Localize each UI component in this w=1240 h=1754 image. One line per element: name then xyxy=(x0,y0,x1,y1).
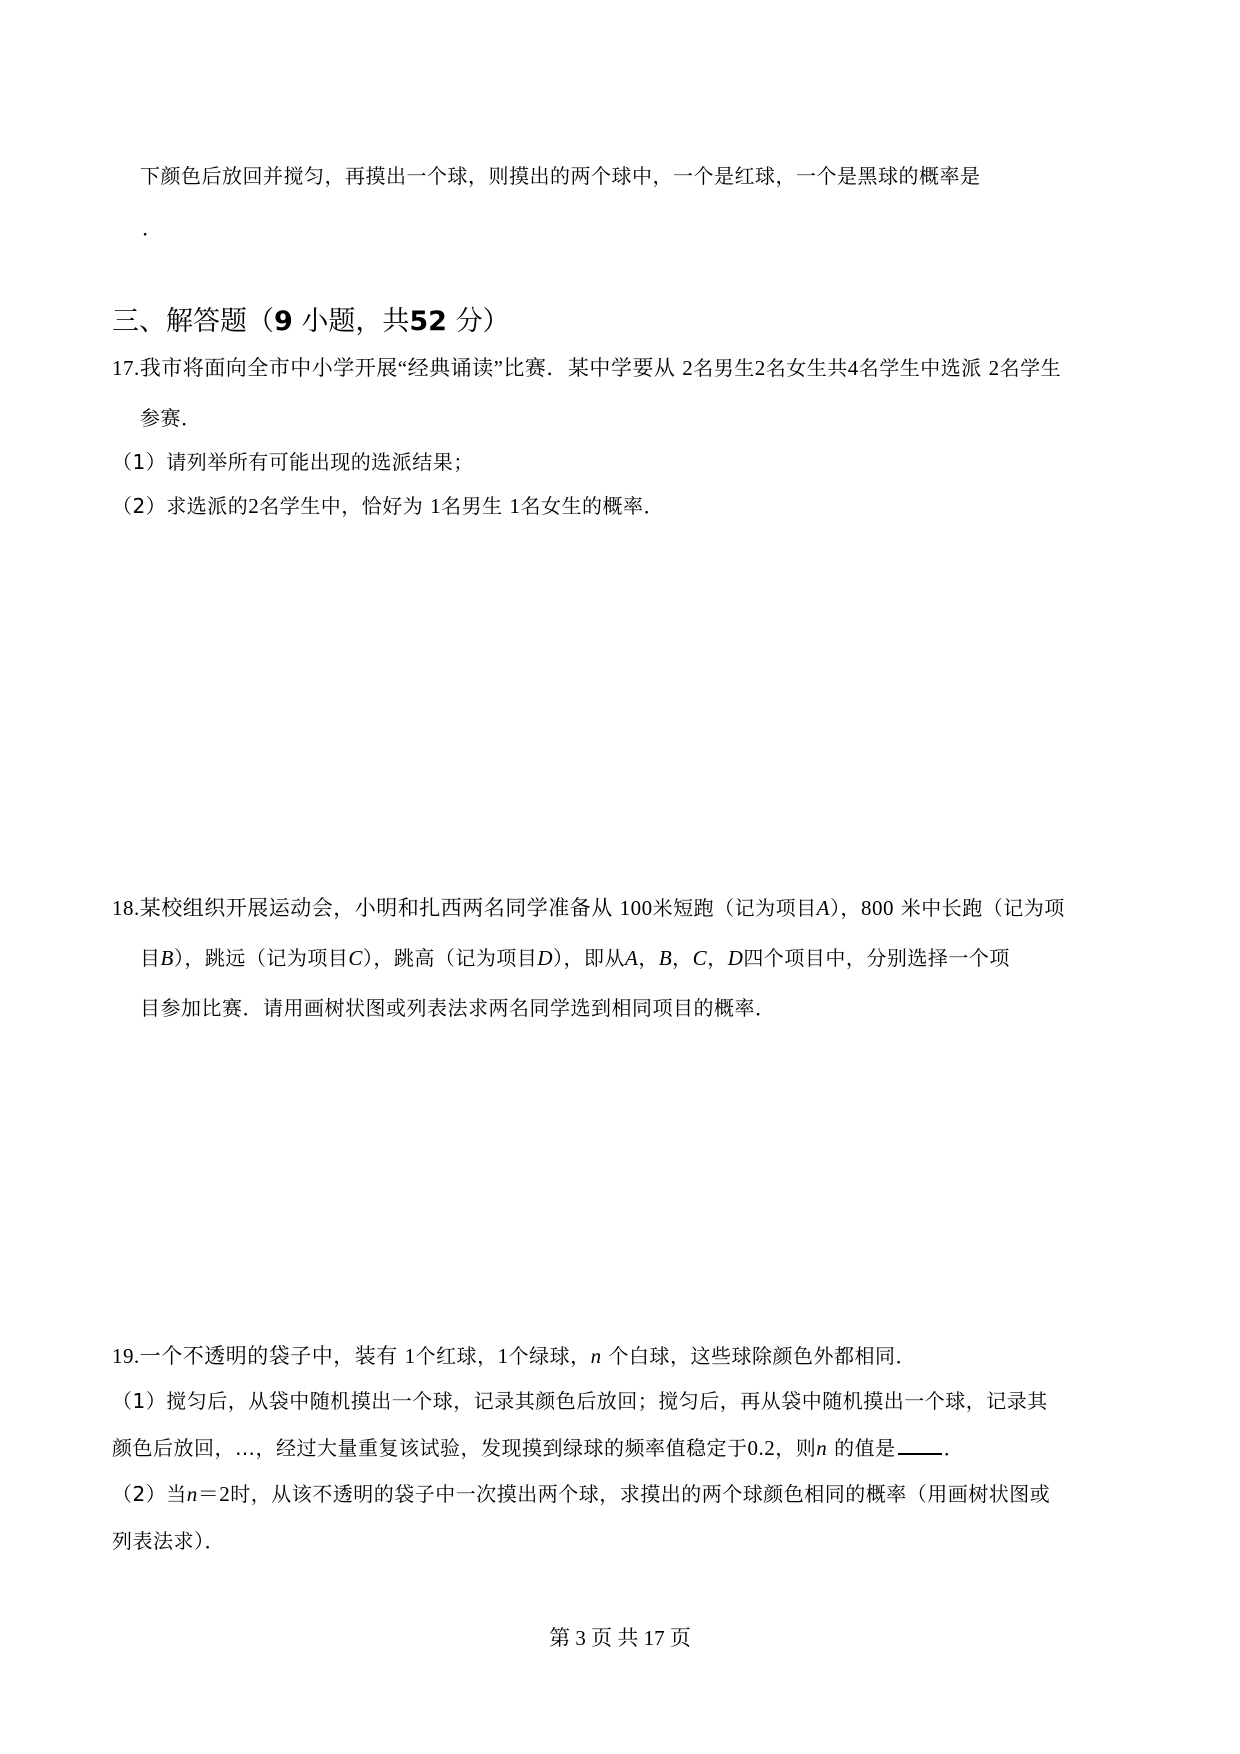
q17-num: 2 xyxy=(682,356,694,380)
q19-part1-text: ，则 xyxy=(775,1436,817,1460)
page-footer xyxy=(0,1624,1240,1652)
q18-text: 目参加比赛．请用画树状图或列表法求两名同学选到相同项目的概率． xyxy=(140,996,776,1020)
q17-num: 1 xyxy=(430,494,442,518)
q18-text: ），跳远（记为项目 xyxy=(173,946,349,970)
q19-text: 个白球，这些球除颜色外都相同． xyxy=(608,1344,916,1368)
q18-text: ）， xyxy=(829,896,861,920)
q18-sep: ， xyxy=(707,946,728,970)
q19-part2-text: （2）当 xyxy=(112,1482,187,1506)
q17-text: 参赛． xyxy=(140,406,202,430)
q19-text: 个红球， xyxy=(415,1344,498,1368)
section-total-score: 52 xyxy=(409,306,447,337)
q18-text: 四个项目中，分别选择一个项 xyxy=(743,946,1010,970)
q18-var: C xyxy=(692,946,708,970)
q18-var: C xyxy=(348,946,363,970)
q19-line1 xyxy=(112,1342,916,1370)
q17-num: 4 xyxy=(847,356,859,380)
q17-line2 xyxy=(140,404,202,432)
q18-text: ），跳高（记为项目 xyxy=(362,946,538,970)
footer-suffix: 页 xyxy=(669,1626,691,1650)
footer-mid: 页 共 xyxy=(591,1626,639,1650)
page-total: 17 xyxy=(643,1626,665,1650)
q18-var: D xyxy=(727,946,744,970)
q17-part2-text: 名女生的概率． xyxy=(520,494,664,518)
answer-blank[interactable] xyxy=(898,1435,942,1455)
q18-line2 xyxy=(140,944,1010,972)
q17-part2 xyxy=(112,492,664,520)
q19-part2-line2 xyxy=(112,1527,225,1555)
q18-text: 目 xyxy=(140,946,161,970)
section-prefix: 三、解答题（ xyxy=(112,306,274,337)
section-mid: 小题，共 xyxy=(301,306,410,337)
q19-part2-text: 列表法求）． xyxy=(112,1529,225,1553)
q19-num: 2 xyxy=(219,1482,231,1506)
q19-num: 1 xyxy=(404,1344,416,1368)
q17-num: 2 xyxy=(988,356,1000,380)
section-question-count: 9 xyxy=(274,306,293,337)
q19-part2-text: 时，从该不透明的袋子中一次摸出两个球，求摸出的两个球颜色相同的概率（用画树状图或 xyxy=(230,1482,1051,1506)
q18-text: 18.某校组织开展运动会，小明和扎西两名同学准备从 xyxy=(112,896,613,920)
q19-part1-text: 的值是 xyxy=(834,1436,896,1460)
q19-text: 19.一个不透明的袋子中，装有 xyxy=(112,1344,398,1368)
q17-text: 名学生中选派 xyxy=(858,356,982,380)
section-suffix: 分） xyxy=(455,306,510,337)
q18-line1 xyxy=(112,894,1065,922)
section-title xyxy=(112,304,510,340)
q19-part1-text: （1）搅匀后，从袋中随机摸出一个球，记录其颜色后放回；搅匀后，再从袋中随机摸出一个球，记录其 xyxy=(112,1389,1048,1413)
q18-num: 800 xyxy=(860,896,894,920)
page-number: 3 xyxy=(575,1626,586,1650)
q19-var: n xyxy=(816,1436,828,1460)
q19-part1-line2 xyxy=(112,1434,964,1462)
q19-part1-line1 xyxy=(112,1387,1048,1415)
q18-num: 100 xyxy=(619,896,653,920)
q19-freq: 0.2 xyxy=(747,1436,776,1460)
q19-part1-text: ． xyxy=(943,1436,965,1460)
q17-text: 名男生 xyxy=(693,356,755,380)
q18-var: B xyxy=(160,946,174,970)
q18-sep: ， xyxy=(638,946,659,970)
q18-var: A xyxy=(816,896,830,920)
q18-var: A xyxy=(625,946,639,970)
q17-part2-text: 名学生中，恰好为 xyxy=(259,494,424,518)
q16-tail-line2 xyxy=(142,214,163,242)
q17-num: 2 xyxy=(754,356,766,380)
q16-tail-period: ． xyxy=(142,216,163,240)
q19-part2-line1 xyxy=(112,1480,1050,1508)
q17-text: 名学生 xyxy=(999,356,1062,380)
q17-text-a: 17.我市将面向全市中小学开展“经典诵读”比赛．某中学要从 xyxy=(112,356,676,380)
q18-var: D xyxy=(537,946,554,970)
q17-part1 xyxy=(112,448,474,476)
q17-part1-text: （1）请列举所有可能出现的选派结果； xyxy=(112,450,474,474)
q18-text: 米短跑（记为项目 xyxy=(652,896,817,920)
q19-eq: ＝ xyxy=(197,1482,220,1506)
q17-num: 2 xyxy=(248,494,260,518)
q19-var: n xyxy=(186,1482,198,1506)
q19-num: 1 xyxy=(497,1344,509,1368)
q19-text: 个绿球， xyxy=(508,1344,591,1368)
q18-text: 米中长跑（记为项 xyxy=(900,896,1065,920)
q17-num: 1 xyxy=(509,494,521,518)
q16-tail-text: 下颜色后放回并搅匀，再摸出一个球，则摸出的两个球中，一个是红球，一个是黑球的概率是 xyxy=(140,164,981,188)
q17-part2-text: 名男生 xyxy=(441,494,503,518)
q18-text: ），即从 xyxy=(553,946,626,970)
q18-line3 xyxy=(140,994,776,1022)
q17-line1 xyxy=(112,354,1061,382)
q18-sep: ， xyxy=(672,946,693,970)
q19-part1-text: 颜色后放回，…，经过大量重复该试验，发现摸到绿球的频率值稳定于 xyxy=(112,1436,748,1460)
q19-var: n xyxy=(590,1344,602,1368)
q17-text: 名女生共 xyxy=(765,356,848,380)
q16-tail-line1 xyxy=(140,162,981,190)
q18-var: B xyxy=(658,946,673,970)
q17-part2-text: （2）求选派的 xyxy=(112,494,249,518)
footer-prefix: 第 xyxy=(549,1626,571,1650)
